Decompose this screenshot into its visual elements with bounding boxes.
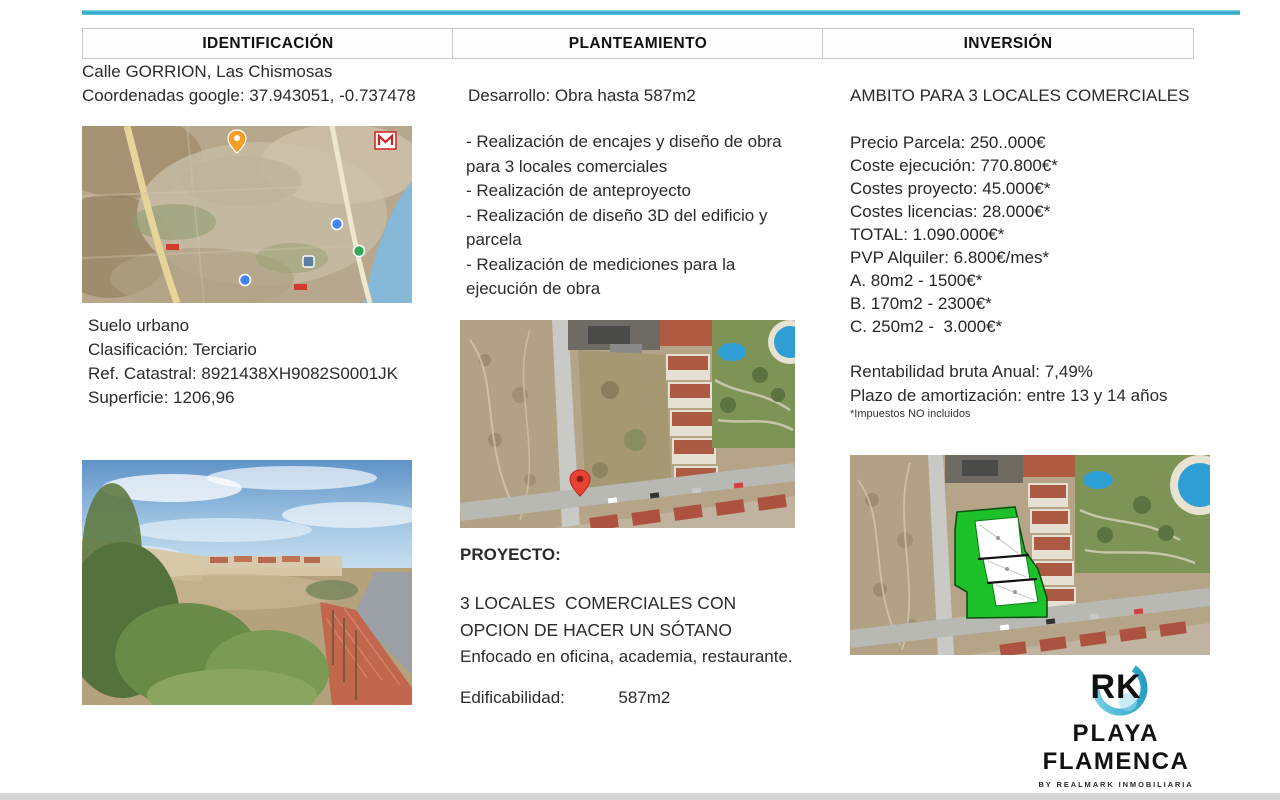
parcel-aerial-image [850,455,1210,655]
project-line: 3 LOCALES COMERCIALES CON OPCION DE HACER UN SÓTANO [460,593,742,640]
aerial-view-image [460,320,795,528]
profitability-line: Rentabilidad bruta Anual: 7,49% [850,362,1093,381]
header-label: IDENTIFICACIÓN [202,34,334,52]
cost-line: A. 80m2 - 1500€* [850,271,983,290]
blue-dot-marker-icon [240,275,251,286]
detail-line: Suelo urbano [88,316,190,335]
store-brand-marker-icon [375,132,396,149]
project-title: PROYECTO: [460,545,561,564]
edificability-label: Edificabilidad: [460,688,565,707]
tax-footnote: *Impuestos NO incluidos [850,408,971,420]
task-item: - Realización de mediciones para la ejecución de obra [466,254,736,298]
edificability-value: 587m2 [618,688,671,707]
road-label-badge [166,244,179,250]
address-line: Calle GORRION, Las Chismosas [82,62,333,81]
top-accent-rule [82,10,1240,15]
cadastral-details [88,314,448,410]
location-map-image [82,126,412,303]
agency-logo [1038,658,1194,789]
swimming-pool [718,343,746,361]
detail-line: Ref. Catastral: 8921438XH9082S0001JK [88,364,398,383]
cost-line: PVP Alquiler: 6.800€/mes* [850,248,1050,267]
task-item: - Realización de anteproyecto [466,181,691,200]
plot-photo-image [82,460,412,705]
column-header-planteamiento [452,28,824,59]
edificability-row [460,686,670,710]
project-description [460,590,808,669]
task-item: - Realización de encajes y diseño de obra para 3 locales comerciales [466,132,782,176]
development-line: Desarrollo: Obra hasta 587m2 [468,86,696,105]
header-label: PLANTEAMIENTO [568,34,708,52]
cost-line: TOTAL: 1.090.000€* [850,225,1005,244]
address-block [82,60,442,108]
logo-tagline: BY REALMARK INMOBILIARIA [1038,780,1194,789]
coordinates-line: Coordenadas google: 37.943051, -0.737478 [82,86,416,105]
bottom-edge-bar [0,793,1280,800]
investment-title: AMBITO PARA 3 LOCALES COMERCIALES [850,86,1190,105]
swimming-pool [1083,471,1113,489]
blue-dot-marker-icon [332,219,343,230]
cost-line: Costes licencias: 28.000€* [850,202,1051,221]
cost-line: B. 170m2 - 2300€* [850,294,992,313]
parcel-aerial-graphic [850,455,1210,655]
satellite-map-graphic [82,126,412,303]
cost-line: Coste ejecución: 770.800€* [850,156,1058,175]
column-header-identificacion [82,28,454,59]
task-item: - Realización de diseño 3D del edificio y parcela [466,205,768,249]
square-marker-icon [303,256,314,267]
road-label-badge [294,284,307,290]
green-dot-marker-icon [354,246,365,257]
detail-line: Superficie: 1206,96 [88,388,235,407]
cost-list [850,131,1210,338]
rk-logo-mark [1038,658,1194,718]
detail-line: Clasificación: Terciario [88,340,257,359]
logo-line-flamenca: FLAMENCA [1042,748,1190,775]
amortization-line: Plazo de amortización: entre 13 y 14 años [850,386,1168,405]
task-list [466,130,808,302]
plot-photo-graphic [82,460,412,705]
cost-line: Precio Parcela: 250..000€ [850,133,1046,152]
header-label: INVERSIÓN [963,34,1053,52]
column-header-inversion [822,28,1194,59]
project-line: Enfocado en oficina, academia, restaurante. [460,647,793,666]
logo-line-playa: PLAYA [1072,720,1160,747]
logo-initials: RK [1090,668,1142,706]
cost-line: C. 250m2 - 3.000€* [850,317,1003,336]
cost-line: Costes proyecto: 45.000€* [850,179,1051,198]
vacant-plot [578,350,672,496]
aerial-view-graphic [460,320,795,528]
